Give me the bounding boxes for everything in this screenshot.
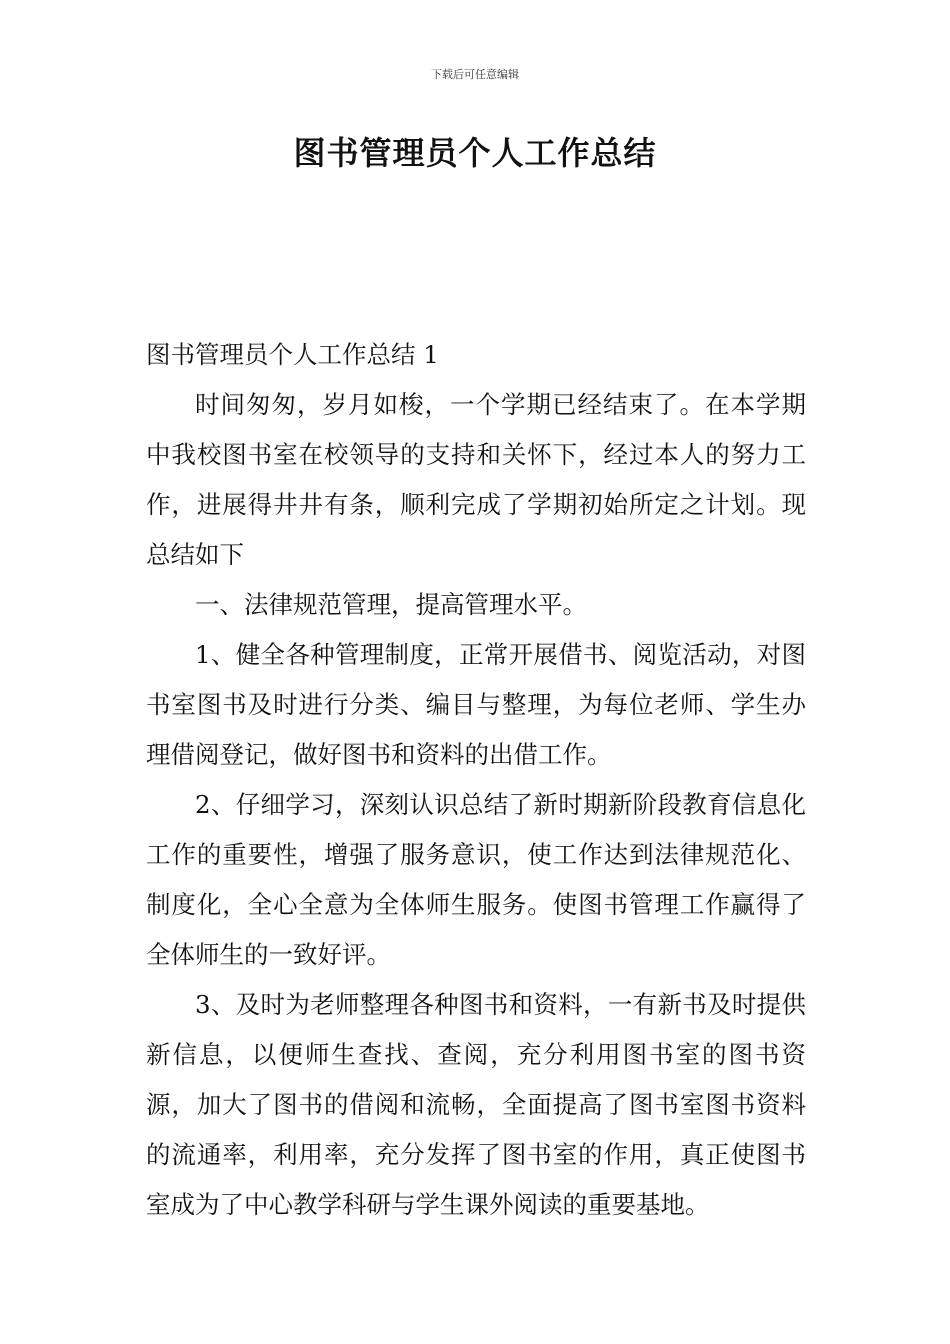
page-header-note: 下载后可任意编辑 [431, 68, 519, 81]
document-body [146, 330, 806, 1230]
document-title: 图书管理员个人工作总结 [293, 134, 657, 172]
paragraph-subheading: 一、法律规范管理，提高管理水平。 [195, 590, 587, 619]
paragraph-item-2: 2、仔细学习，深刻认识总结了新时期新阶段教育信息化工作的重要性，增强了服务意识，使工作达到法律规范化、制度化，全心全意为全体师生服务。使图书管理工作赢得了全体师生的一致好评。 [146, 790, 806, 969]
paragraph-item-1: 1、健全各种管理制度，正常开展借书、阅览活动，对图书室图书及时进行分类、编目与整理，为每位老师、学生办理借阅登记，做好图书和资料的出借工作。 [146, 640, 806, 769]
paragraph-intro: 时间匆匆，岁月如梭，一个学期已经结束了。在本学期中我校图书室在校领导的支持和关怀下，经过本人的努力工作，进展得井井有条，顺利完成了学期初始所定之计划。现总结如下 [146, 390, 806, 569]
section-heading: 图书管理员个人工作总结 1 [146, 340, 439, 369]
paragraph-item-3: 3、及时为老师整理各种图书和资料，一有新书及时提供新信息，以便师生查找、查阅，充分利用图书室的图书资源，加大了图书的借阅和流畅，全面提高了图书室图书资料的流通率，利用率，充分发挥了图书室的作用，真正使图书室成为了中心教学科研与学生课外阅读的重要基地。 [146, 990, 806, 1219]
